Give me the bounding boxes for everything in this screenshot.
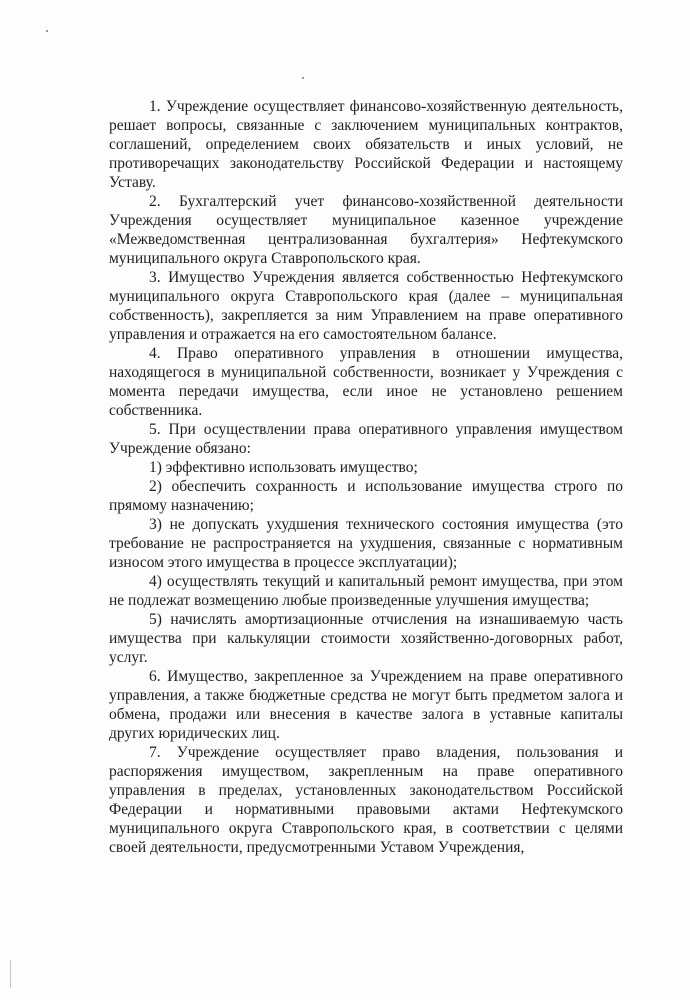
paragraph-3: 3. Имущество Учреждения является собственностью Нефтекумского муниципального округа Ставропольского края (далее – муниципальная собственность), закрепляется за ним Управлением на праве оперативного управления и отражается на его самостоятельном балансе. — [109, 269, 623, 343]
paragraph-1: 1. Учреждение осуществляет финансово-хозяйственную деятельность, решает вопросы, связанные с заключением муниципальных контрактов, соглашений, определением своих обязательств и иных условий, не противоречащих законодательству Российской Федерации и настоящему Уставу. — [109, 98, 623, 191]
paragraph-2: 2. Бухгалтерский учет финансово-хозяйственной деятельности Учреждения осуществляет муниципальное казенное учреждение «Межведомственная централизованная бухгалтерия» Нефтекумского муниципального округа Ставропольского края. — [109, 193, 623, 267]
paragraph-7: 7. Учреждение осуществляет право владения, пользования и распоряжения имуществом, закрепленным на праве оперативного управления в пределах, установленных законодательством Российской Федерации и нормативными правовыми актами Нефтекумского муниципального округа Ставропольского края, в соответствии с целями своей деятельности, предусмотренными Уставом Учреждения, — [109, 744, 623, 856]
paragraph-4: 4. Право оперативного управления в отношении имущества, находящегося в муниципальной собственности, возникает у Учреждения с момента передачи имущества, если иное не установлено решением собственника. — [109, 345, 623, 419]
scan-speck — [302, 77, 304, 79]
list-item: 2) обеспечить сохранность и использование имущества строго по прямому назначению; — [109, 478, 623, 514]
paragraph-5: 5. При осуществлении права оперативного управления имуществом Учреждение обязано: — [109, 421, 623, 457]
document-body — [109, 97, 623, 857]
scan-edge-mark — [10, 960, 11, 988]
list-item: 4) осуществлять текущий и капитальный ремонт имущества, при этом не подлежат возмещению любые произведенные улучшения имущества; — [109, 573, 623, 609]
paragraph-6: 6. Имущество, закрепленное за Учреждением на праве оперативного управления, а также бюджетные средства не могут быть предметом залога и обмена, продажи или внесения в качестве залога в уставные капиталы других юридических лиц. — [109, 668, 623, 742]
scan-speck — [46, 30, 48, 32]
list-item: 5) начислять амортизационные отчисления на изнашиваемую часть имущества при калькуляции стоимости хозяйственно-договорных работ, услуг. — [109, 611, 623, 666]
list-item: 3) не допускать ухудшения технического состояния имущества (это требование не распространяется на ухудшения, связанные с нормативным износом этого имущества в процессе эксплуатации); — [109, 516, 623, 571]
list-item: 1) эффективно использовать имущество; — [149, 459, 418, 476]
